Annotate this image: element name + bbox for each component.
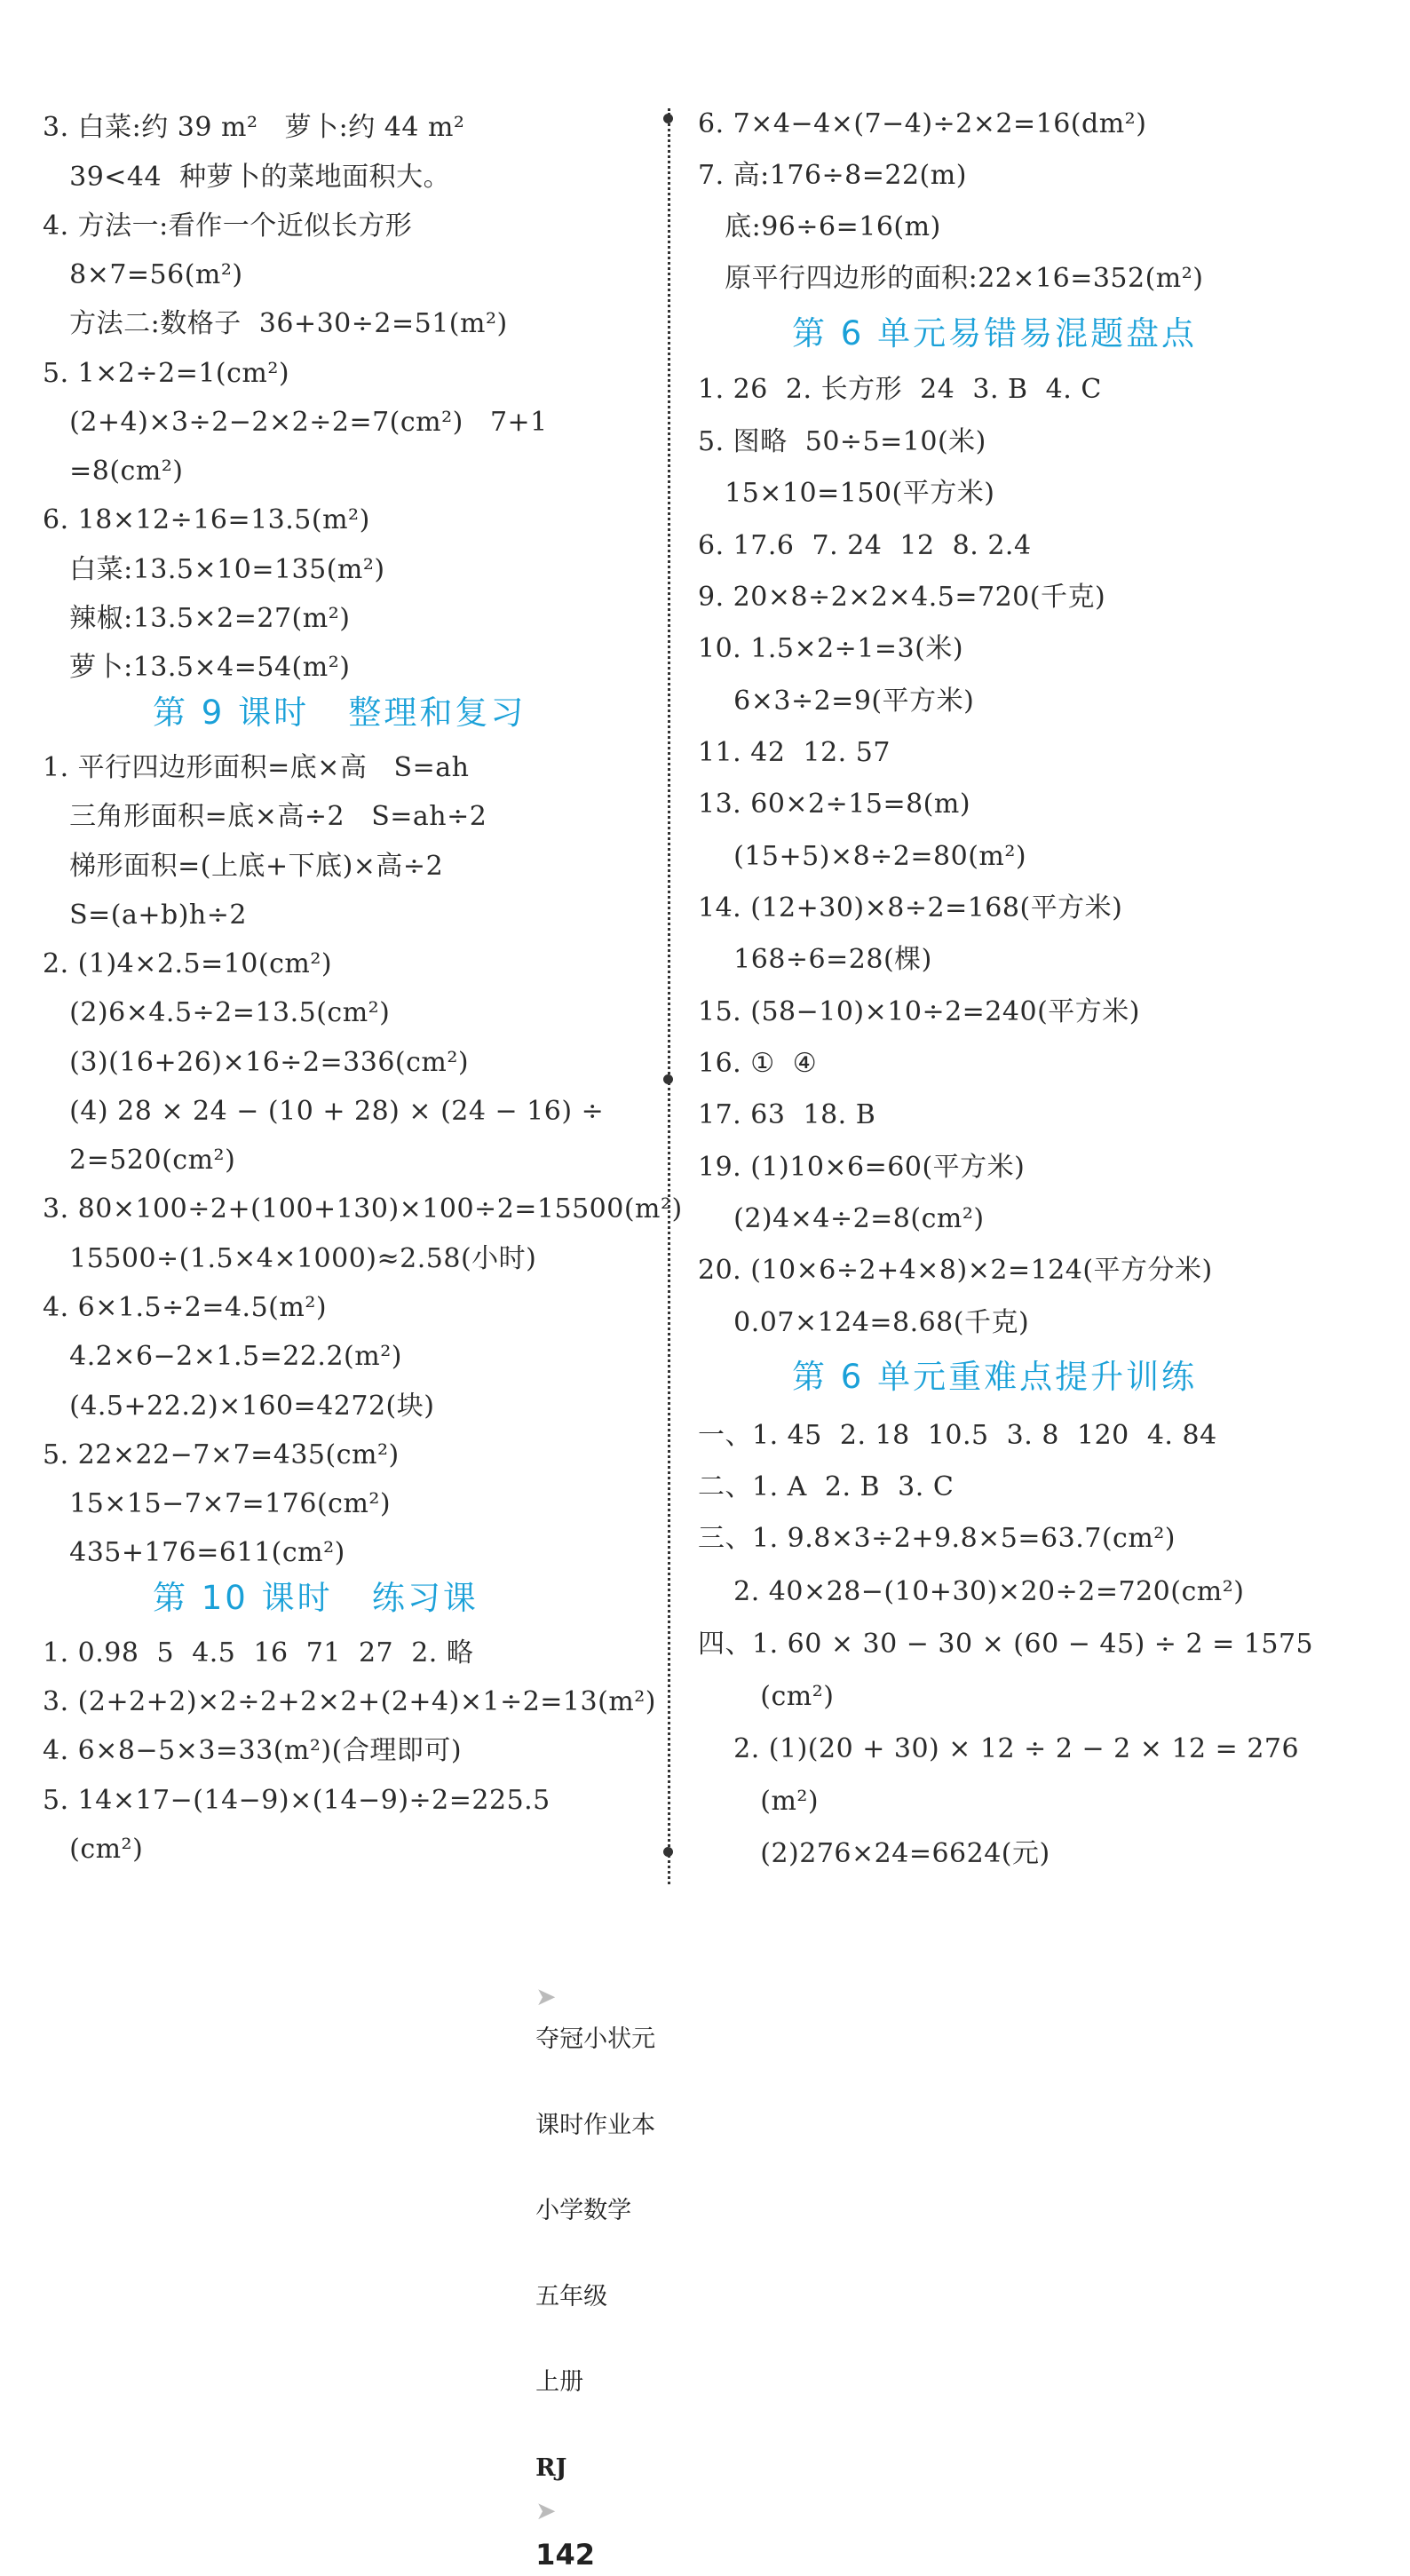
footer-term: 上册 (535, 2368, 584, 2396)
right-answer-line: 底:96÷6=16(m) (698, 211, 941, 242)
right-answer-line: 9. 20×8÷2×2×4.5=720(千克) (698, 582, 1106, 613)
right-answer-line: 11. 42 12. 57 (698, 737, 891, 768)
left-answer-line: (cm²) (43, 1834, 144, 1865)
left-answer-line: 梯形面积=(上底+下底)×高÷2 (43, 851, 444, 882)
right-answer-line: 13. 60×2÷15=8(m) (698, 789, 971, 820)
left-answer-line: 辣椒:13.5×2=27(m²) (43, 603, 351, 634)
left-answer-line: 8×7=56(m²) (43, 259, 243, 290)
left-answer-line: 3. 白菜:约 39 m² 萝卜:约 44 m² (43, 112, 465, 143)
left-answer-line: 1. 平行四边形面积=底×高 S=ah (43, 752, 470, 783)
left-section-heading: 第 10 课时 练习课 (153, 1579, 479, 1617)
right-answer-line: (2)4×4÷2=8(cm²) (698, 1203, 985, 1234)
left-answer-line: (4) 28 × 24 − (10 + 28) × (24 − 16) ÷ (43, 1096, 605, 1127)
divider-dot (663, 114, 673, 123)
right-answer-line: 1. 26 2. 长方形 24 3. B 4. C (698, 374, 1102, 405)
left-answer-line: 15×15−7×7=176(cm²) (43, 1488, 392, 1519)
right-answer-line: 2. 40×28−(10+30)×20÷2=720(cm²) (698, 1576, 1245, 1607)
right-answer-line: 7. 高:176÷8=22(m) (698, 160, 967, 191)
page-number: 142 (535, 2537, 595, 2572)
right-answer-line: 15×10=150(平方米) (698, 478, 995, 509)
right-answer-line: 20. (10×6÷2+4×8)×2=124(平方分米) (698, 1255, 1213, 1286)
left-answer-line: 5. 1×2÷2=1(cm²) (43, 358, 290, 389)
footer-series: 夺冠小状元 (535, 2025, 656, 2053)
divider-dot (663, 1074, 673, 1084)
left-answer-line: 3. (2+2+2)×2÷2+2×2+(2+4)×1÷2=13(m²) (43, 1686, 656, 1717)
arrow-right-icon: ➤ (535, 1981, 557, 2011)
left-answer-line: 三角形面积=底×高÷2 S=ah÷2 (43, 801, 487, 832)
page-footer (520, 1932, 656, 2572)
left-answer-line: 白菜:13.5×10=135(m²) (43, 554, 385, 585)
left-answer-line: 4. 6×8−5×3=33(m²)(合理即可) (43, 1735, 463, 1766)
left-answer-line: 萝卜:13.5×4=54(m²) (43, 652, 351, 683)
left-answer-line: =8(cm²) (43, 456, 184, 487)
left-answer-line: 4. 方法一:看作一个近似长方形 (43, 210, 413, 242)
left-answer-line: 39<44 种萝卜的菜地面积大。 (43, 162, 451, 193)
right-answer-line: 三、1. 9.8×3÷2+9.8×5=63.7(cm²) (698, 1523, 1176, 1554)
right-answer-line: 二、1. A 2. B 3. C (698, 1471, 955, 1502)
right-answer-line: 0.07×124=8.68(千克) (698, 1307, 1030, 1338)
left-answer-line: 15500÷(1.5×4×1000)≈2.58(小时) (43, 1243, 537, 1274)
right-answer-line: 168÷6=28(棵) (698, 944, 932, 975)
right-answer-line: (cm²) (698, 1681, 835, 1712)
left-answer-line: (3)(16+26)×16÷2=336(cm²) (43, 1047, 470, 1078)
left-answer-line: 435+176=611(cm²) (43, 1537, 345, 1568)
right-answer-line: 16. ① ④ (698, 1048, 818, 1079)
right-answer-line: 17. 63 18. B (698, 1099, 876, 1130)
footer-book: 课时作业本 (535, 2111, 656, 2139)
right-answer-line: 15. (58−10)×10÷2=240(平方米) (698, 996, 1140, 1027)
footer-subject: 小学数学 (535, 2197, 632, 2224)
left-answer-line: 4.2×6−2×1.5=22.2(m²) (43, 1341, 402, 1372)
right-answer-line: 四、1. 60 × 30 − 30 × (60 − 45) ÷ 2 = 1575 (698, 1629, 1314, 1660)
right-answer-line: 5. 图略 50÷5=10(米) (698, 426, 986, 457)
left-answer-line: S=(a+b)h÷2 (43, 900, 247, 931)
left-answer-line: (2+4)×3÷2−2×2÷2=7(cm²) 7+1 (43, 407, 548, 438)
right-answer-line: 6. 17.6 7. 24 12 8. 2.4 (698, 530, 1032, 561)
left-answer-line: 3. 80×100÷2+(100+130)×100÷2=15500(m²) (43, 1193, 683, 1225)
right-section-heading: 第 6 单元易错易混题盘点 (792, 314, 1198, 353)
left-answer-line: 5. 22×22−7×7=435(cm²) (43, 1439, 400, 1470)
left-answer-line: (4.5+22.2)×160=4272(块) (43, 1391, 435, 1422)
left-answer-line: 2=520(cm²) (43, 1145, 236, 1176)
right-answer-line: 6. 7×4−4×(7−4)÷2×2=16(dm²) (698, 108, 1147, 139)
right-answer-line: (15+5)×8÷2=80(m²) (698, 841, 1027, 872)
divider-dot (663, 1847, 673, 1857)
left-answer-line: 6. 18×12÷16=13.5(m²) (43, 504, 370, 535)
left-answer-line: 2. (1)4×2.5=10(cm²) (43, 948, 333, 979)
left-answer-line: 1. 0.98 5 4.5 16 71 27 2. 略 (43, 1637, 474, 1668)
right-answer-line: 6×3÷2=9(平方米) (698, 686, 975, 717)
right-answer-line: 10. 1.5×2÷1=3(米) (698, 633, 964, 664)
left-section-heading: 第 9 课时 整理和复习 (153, 694, 527, 732)
column-divider (668, 108, 670, 1884)
left-answer-line: 方法二:数格子 36+30÷2=51(m²) (43, 308, 508, 339)
left-answer-line: 4. 6×1.5÷2=4.5(m²) (43, 1292, 328, 1323)
right-answer-line: 原平行四边形的面积:22×16=352(m²) (698, 263, 1204, 294)
right-answer-line: 14. (12+30)×8÷2=168(平方米) (698, 892, 1123, 923)
right-section-heading: 第 6 单元重难点提升训练 (792, 1358, 1198, 1396)
footer-grade: 五年级 (535, 2282, 608, 2310)
footer-edition: RJ (535, 2453, 567, 2482)
left-answer-line: (2)6×4.5÷2=13.5(cm²) (43, 997, 391, 1028)
right-answer-line: (2)276×24=6624(元) (698, 1838, 1050, 1869)
left-answer-line: 5. 14×17−(14−9)×(14−9)÷2=225.5 (43, 1785, 551, 1816)
right-answer-line: 2. (1)(20 + 30) × 12 ÷ 2 − 2 × 12 = 276 (698, 1733, 1300, 1764)
right-answer-line: (m²) (698, 1786, 820, 1817)
arrow-right-icon: ➤ (535, 2496, 557, 2525)
right-answer-line: 一、1. 45 2. 18 10.5 3. 8 120 4. 84 (698, 1420, 1217, 1451)
right-answer-line: 19. (1)10×6=60(平方米) (698, 1152, 1026, 1183)
